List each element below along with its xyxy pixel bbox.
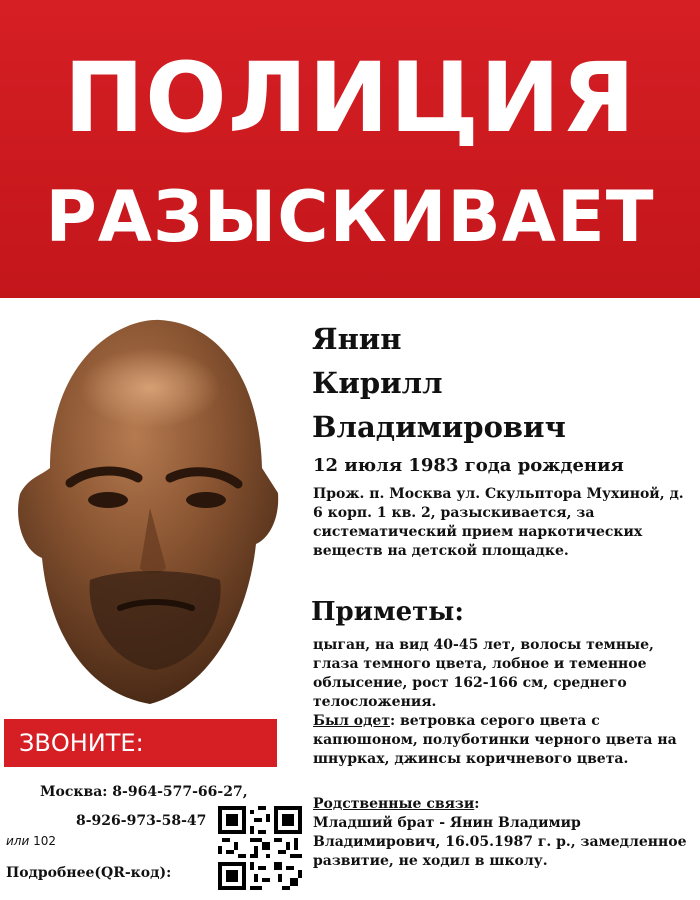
birth-date: 12 июля 1983 года рождения <box>313 455 624 476</box>
call-label: ЗВОНИТЕ: <box>19 729 144 757</box>
dressed-text: : ветровка серого цвета с капюшоном, полуботинки черного цвета на шнурках, джинсы коричневого цвета. <box>313 713 677 767</box>
signs-description: цыган, на вид 40-45 лет, волосы темные, глаза темного цвета, лобное и теменное облысение, рост 162-166 см, среднего телосложения. <box>313 637 654 710</box>
relatives-text: Младший брат - Янин Владимир Владимирович, 16.05.1987 г. р., замедленное развитие, не ходил в школу. <box>313 815 687 869</box>
header-banner <box>0 0 700 298</box>
qr-code[interactable] <box>218 806 302 890</box>
qr-caption: Подробнее(QR-код): <box>6 865 172 881</box>
emergency-number[interactable] <box>6 832 56 850</box>
reason-text: Прож. п. Москва ул. Скульптора Мухиной, д. 6 корп. 1 кв. 2, разыскивается, за систематический прием наркотических веществ на детской площадке. <box>313 486 684 559</box>
suspect-photo <box>10 318 282 706</box>
phone-moscow[interactable]: Москва: 8-964-577-66-27, <box>40 784 248 800</box>
relatives-label: Родственные связи <box>313 796 475 812</box>
phone-second[interactable]: 8-926-973-58-47 <box>76 813 207 829</box>
signs-heading: Приметы: <box>311 597 464 627</box>
patronymic: Владимирович <box>312 410 566 444</box>
banner-subtitle: РАЗЫСКИВАЕТ <box>45 176 655 258</box>
call-banner <box>4 719 277 767</box>
surname: Янин <box>312 322 402 356</box>
emergency-digits: 102 <box>33 834 57 848</box>
relatives-colon: : <box>474 796 480 812</box>
emergency-prefix: или <box>6 834 30 848</box>
banner-title: ПОЛИЦИЯ <box>63 42 637 154</box>
signs-section <box>313 636 698 769</box>
dressed-label: Был одет <box>313 713 390 729</box>
relatives-section <box>313 795 698 871</box>
first-name: Кирилл <box>312 366 443 400</box>
